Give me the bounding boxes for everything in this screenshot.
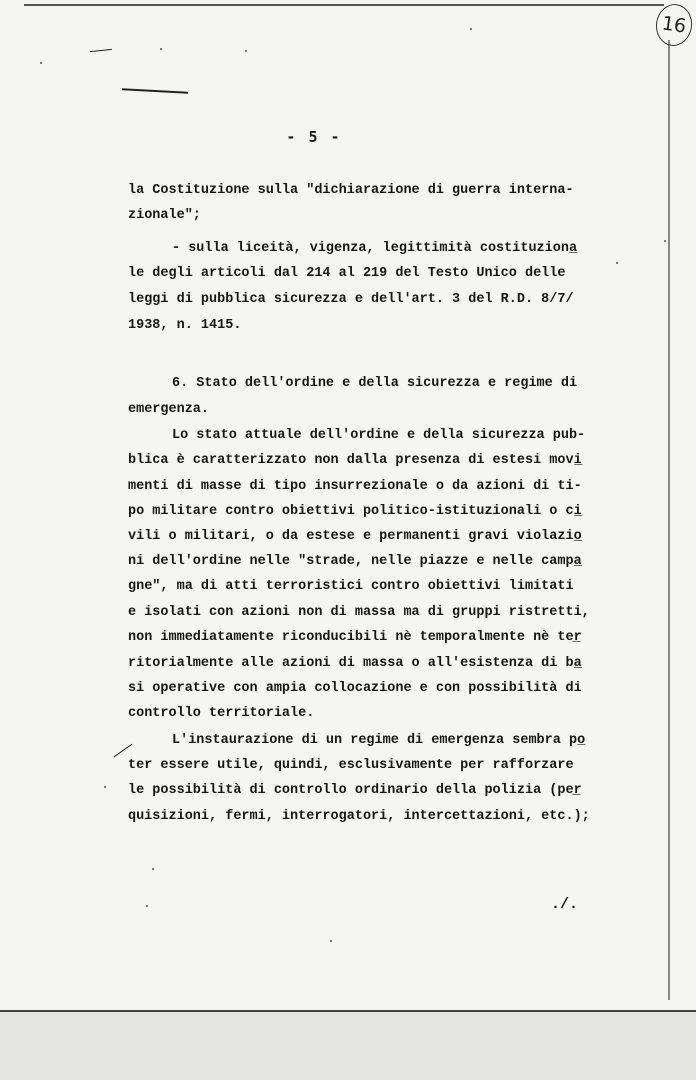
margin-tick — [114, 744, 133, 757]
scan-right-edge — [668, 40, 670, 1000]
text-line: po militare contro obiettivi politico-istituzionali o ci̲ — [128, 504, 582, 519]
text-line: gne", ma di atti terroristici contro obiettivi limitati — [128, 579, 574, 594]
text-line: - sulla liceità, vigenza, legittimità costituziona̲ — [172, 241, 578, 256]
text-line: ritorialmente alle azioni di massa o all'esistenza di ba̲ — [128, 656, 582, 671]
scan-top-edge — [24, 4, 664, 6]
scan-bottom-band — [0, 1010, 696, 1080]
text-line: si operative con ampia collocazione e con possibilità di — [128, 681, 582, 696]
section-heading: 6. Stato dell'ordine e della sicurezza e regime di — [172, 376, 578, 391]
text-line: e isolati con azioni non di massa ma di gruppi ristretti, — [128, 605, 590, 620]
text-line: blica è caratterizzato non dalla presenza di estesi movi̲ — [128, 453, 582, 468]
text-line: 1938, n. 1415. — [128, 318, 242, 333]
text-line: vili o militari, o da estese e permanenti gravi violazio̲ — [128, 529, 582, 544]
text-line: zionale"; — [128, 208, 201, 223]
text-line: ni dell'ordine nelle "strade, nelle piazze e nelle campa̲ — [128, 554, 582, 569]
text-line: L'instaurazione di un regime di emergenza sembra po̲ — [172, 733, 586, 748]
text-line: le possibilità di controllo ordinario della polizia (per̲ — [128, 783, 582, 798]
text-line: leggi di pubblica sicurezza e dell'art. 3 del R.D. 8/7/ — [128, 292, 574, 307]
text-line: controllo territoriale. — [128, 706, 315, 721]
text-line: menti di masse di tipo insurrezionale o da azioni di ti- — [128, 479, 582, 494]
pen-mark — [122, 88, 188, 93]
text-line: Lo stato attuale dell'ordine e della sicurezza pub- — [172, 428, 586, 443]
continuation-mark: ./. — [551, 896, 579, 913]
page-number: - 5 - — [286, 128, 342, 146]
text-line: non immediatamente riconducibili nè temporalmente nè ter̲ — [128, 630, 582, 645]
pen-mark-small — [90, 49, 112, 52]
text-line: ter essere utile, quindi, esclusivamente per rafforzare — [128, 758, 574, 773]
text-line: le degli articoli dal 214 al 219 del Testo Unico delle — [128, 266, 566, 281]
handwritten-page-number: 16 — [653, 2, 694, 49]
text-line: quisizioni, fermi, interrogatori, intercettazioni, etc.); — [128, 809, 590, 824]
text-line: la Costituzione sulla "dichiarazione di guerra interna- — [128, 183, 574, 198]
section-heading: emergenza. — [128, 402, 210, 417]
